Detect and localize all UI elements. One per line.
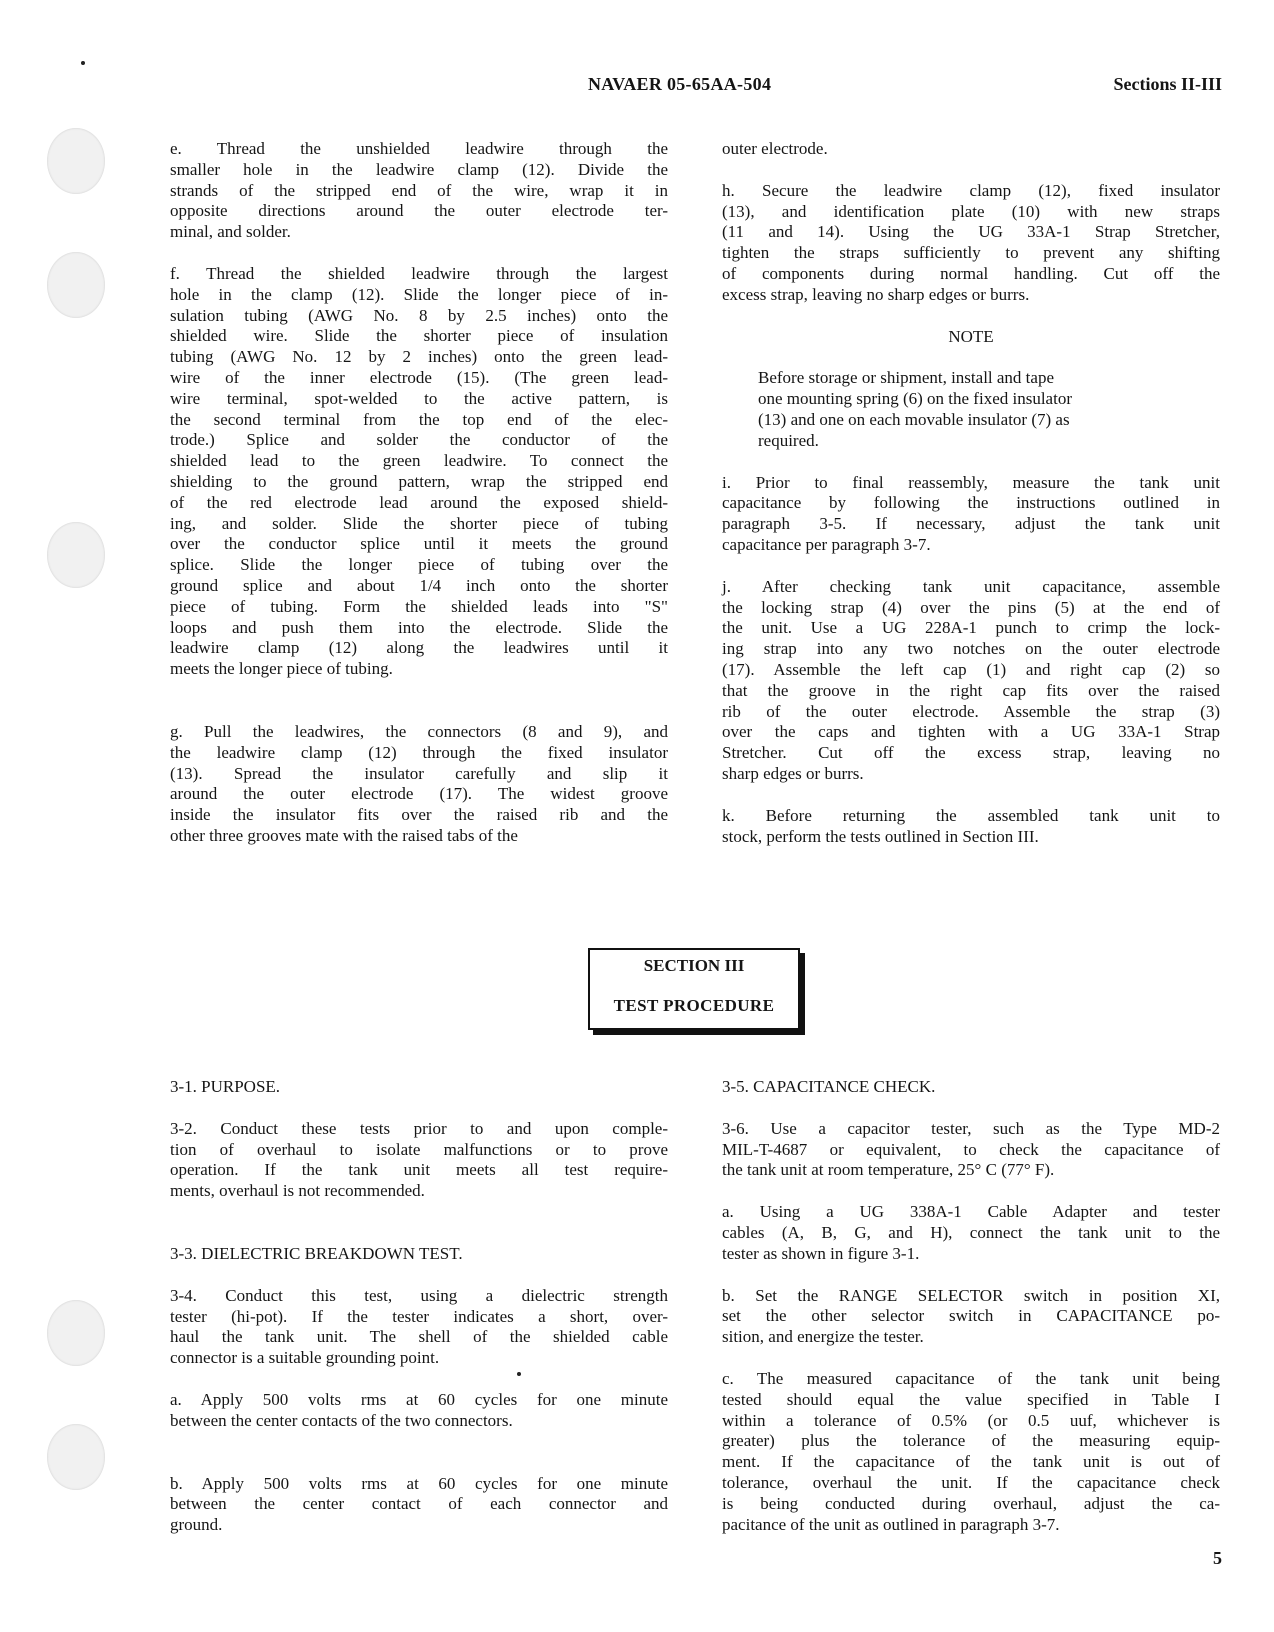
text-line: Stretcher. Cut off the excess strap, leaving no xyxy=(722,743,1220,763)
text-line: connector is a suitable grounding point. xyxy=(170,1348,440,1368)
text-line: hole in the clamp (12). Slide the longer piece of in- xyxy=(170,284,668,304)
text-line: g. Pull the leadwires, the connectors (8 and 9), and xyxy=(170,721,668,741)
text-line: h. Secure the leadwire clamp (12), fixed insulator xyxy=(722,180,1220,200)
left-column-bottom xyxy=(170,1077,668,1536)
text-line: 3-2. Conduct these tests prior to and upon comple- xyxy=(170,1118,668,1138)
text-line: between the center contacts of the two connectors. xyxy=(170,1410,513,1430)
text-line: capacitance per paragraph 3-7. xyxy=(722,534,931,554)
text-line: MIL-T-4687 or equivalent, to check the capacitance of xyxy=(722,1139,1220,1159)
text-line: tested should equal the value specified in Table I xyxy=(722,1389,1220,1409)
text-line: wire terminal, spot-welded to the active pattern, is xyxy=(170,388,668,408)
section-subtitle: TEST PROCEDURE xyxy=(613,996,775,1015)
paragraph-3-4 xyxy=(170,1286,668,1369)
text-line: over the conductor splice until it meets the ground xyxy=(170,534,668,554)
paragraph-3-2 xyxy=(170,1119,668,1202)
paragraph-3-5 xyxy=(722,1077,1220,1098)
paragraph-3-6-b xyxy=(722,1286,1220,1348)
paragraph-j xyxy=(722,577,1220,785)
text-line: paragraph 3-5. If necessary, adjust the tank unit xyxy=(722,514,1220,534)
text-line: rib of the outer electrode. Assemble the strap (3) xyxy=(722,701,1220,721)
text-line: pacitance of the unit as outlined in paragraph 3-7. xyxy=(722,1514,1060,1534)
binder-hole xyxy=(47,1300,105,1366)
text-line: sharp edges or burrs. xyxy=(722,763,864,783)
text-line: shielded lead to the green leadwire. To connect the xyxy=(170,451,668,471)
text-line: k. Before returning the assembled tank unit to xyxy=(722,805,1220,825)
text-line: ing strap into any two notches on the outer electrode xyxy=(722,639,1220,659)
text-line: tubing (AWG No. 12 by 2 inches) onto the green lead- xyxy=(170,347,668,367)
text-line: capacitance by following the instructions outlined in xyxy=(722,493,1220,513)
text-line: 3-3. DIELECTRIC BREAKDOWN TEST. xyxy=(170,1243,463,1263)
text-line: smaller hole in the leadwire clamp (12). Divide the xyxy=(170,159,668,179)
text-line: leadwire clamp (12) along the leadwires until it xyxy=(170,638,668,658)
paragraph-g xyxy=(170,722,668,847)
text-line: cables (A, B, G, and H), connect the tank unit to the xyxy=(722,1222,1220,1242)
paragraph-3-6-a xyxy=(722,1202,1220,1264)
text-line: stock, perform the tests outlined in Section III. xyxy=(722,826,1039,846)
text-line: required. xyxy=(758,430,819,450)
text-line: a. Apply 500 volts rms at 60 cycles for one minute xyxy=(170,1389,668,1409)
paragraph-3-4-a xyxy=(170,1390,668,1432)
text-line: ment. If the capacitance of the tank unit is out of xyxy=(722,1452,1220,1472)
text-line: shielding to the ground pattern, wrap the stripped end xyxy=(170,471,668,491)
text-line: of the red electrode lead around the exposed shield- xyxy=(170,492,668,512)
text-line: the unit. Use a UG 228A-1 punch to crimp the lock- xyxy=(722,618,1220,638)
text-line: ground. xyxy=(170,1515,223,1535)
section-range: Sections II-III xyxy=(1113,74,1222,94)
text-line: tion of overhaul to isolate malfunctions or to prove xyxy=(170,1139,668,1159)
paragraph-f xyxy=(170,264,668,680)
paragraph-3-6-c xyxy=(722,1369,1220,1535)
note-title: NOTE xyxy=(948,326,994,346)
page-number: 5 xyxy=(1213,1548,1222,1568)
speck-mark xyxy=(81,61,85,65)
text-line: strands of the stripped end of the wire, wrap it in xyxy=(170,180,668,200)
text-line: shielded wire. Slide the shorter piece of insulation xyxy=(170,326,668,346)
paragraph-3-6 xyxy=(722,1119,1220,1181)
text-line: operation. If the tank unit meets all test require- xyxy=(170,1160,668,1180)
text-line: haul the tank unit. The shell of the shielded cable xyxy=(170,1327,668,1347)
section-title: SECTION III xyxy=(643,956,745,975)
text-line: 3-6. Use a capacitor tester, such as the Type MD-2 xyxy=(722,1118,1220,1138)
text-line: tester as shown in figure 3-1. xyxy=(722,1243,920,1263)
text-line: one mounting spring (6) on the fixed insulator xyxy=(758,389,1072,409)
paragraph-k xyxy=(722,806,1220,848)
text-line: tester (hi-pot). If the tester indicates a short, over- xyxy=(170,1306,668,1326)
text-line: a. Using a UG 338A-1 Cable Adapter and tester xyxy=(722,1202,1220,1222)
text-line: excess strap, leaving no sharp edges or burrs. xyxy=(722,284,1030,304)
text-line: meets the longer piece of tubing. xyxy=(170,659,393,679)
text-line: c. The measured capacitance of the tank unit being xyxy=(722,1368,1220,1388)
text-line: within a tolerance of 0.5% (or 0.5 uuf, whichever is xyxy=(722,1410,1220,1430)
text-line: ground splice and about 1/4 inch onto the shorter xyxy=(170,575,668,595)
left-column-top xyxy=(170,139,668,847)
document-id: NAVAER 05-65AA-504 xyxy=(588,74,772,94)
text-line: greater) plus the tolerance of the measuring equip- xyxy=(722,1431,1220,1451)
text-line: inside the insulator fits over the raised rib and the xyxy=(170,805,668,825)
paragraph-3-4-b xyxy=(170,1474,668,1536)
text-line: the leadwire clamp (12) through the fixed insulator xyxy=(170,742,668,762)
paragraph-h xyxy=(722,181,1220,306)
text-line: wire of the inner electrode (15). (The green lead- xyxy=(170,367,668,387)
text-line: is being conducted during overhaul, adjust the ca- xyxy=(722,1493,1220,1513)
text-line: opposite directions around the outer electrode ter- xyxy=(170,201,668,221)
binder-hole xyxy=(47,1424,105,1490)
text-line: (11 and 14). Using the UG 33A-1 Strap Stretcher, xyxy=(722,222,1220,242)
text-line: of components during normal handling. Cut off the xyxy=(722,263,1220,283)
paragraph-3-3 xyxy=(170,1244,668,1265)
note-body xyxy=(722,368,1220,451)
text-line: outer electrode. xyxy=(722,139,828,158)
text-line: (13) and one on each movable insulator (7) as xyxy=(758,409,1070,429)
text-line: e. Thread the unshielded leadwire through the xyxy=(170,139,668,158)
text-line: sition, and energize the tester. xyxy=(722,1327,924,1347)
text-line: that the groove in the right cap fits over the raised xyxy=(722,680,1220,700)
text-line: around the outer electrode (17). The widest groove xyxy=(170,784,668,804)
right-column-top xyxy=(722,139,1220,847)
text-line: other three grooves mate with the raised tabs of the xyxy=(170,825,518,845)
text-line: trode.) Splice and solder the conductor of the xyxy=(170,430,668,450)
text-line: 3-5. CAPACITANCE CHECK. xyxy=(722,1077,936,1096)
text-line: tolerance, overhaul the unit. If the capacitance check xyxy=(722,1472,1220,1492)
paragraph-i xyxy=(722,473,1220,556)
section-heading-box xyxy=(588,948,800,1030)
text-line: j. After checking tank unit capacitance, assemble xyxy=(722,576,1220,596)
text-line: the tank unit at room temperature, 25° C (77° F). xyxy=(722,1160,1055,1180)
text-line: loops and push them into the electrode. Slide the xyxy=(170,617,668,637)
text-line: f. Thread the shielded leadwire through the largest xyxy=(170,263,668,283)
binder-hole xyxy=(47,128,105,194)
binder-hole xyxy=(47,252,105,318)
text-line: sulation tubing (AWG No. 8 by 2.5 inches) onto the xyxy=(170,305,668,325)
paragraph-e xyxy=(170,139,668,243)
text-line: Before storage or shipment, install and tape xyxy=(758,368,1054,388)
text-line: 3-4. Conduct this test, using a dielectric strength xyxy=(170,1285,668,1305)
text-line: 3-1. PURPOSE. xyxy=(170,1077,281,1096)
paragraph-g-continued xyxy=(722,139,1220,160)
text-line: (13). Spread the insulator carefully and slip it xyxy=(170,763,668,783)
text-line: piece of tubing. Form the shielded leads into "S" xyxy=(170,596,668,616)
text-line: splice. Slide the longer piece of tubing over the xyxy=(170,555,668,575)
text-line: the second terminal from the top end of the elec- xyxy=(170,409,668,429)
text-line: minal, and solder. xyxy=(170,222,291,242)
text-line: i. Prior to final reassembly, measure the tank unit xyxy=(722,472,1220,492)
text-line: the locking strap (4) over the pins (5) at the end of xyxy=(722,597,1220,617)
text-line: (13), and identification plate (10) with new straps xyxy=(722,201,1220,221)
text-line: (17). Assemble the left cap (1) and right cap (2) so xyxy=(722,659,1220,679)
text-line: b. Set the RANGE SELECTOR switch in position XI, xyxy=(722,1285,1220,1305)
text-line: ing, and solder. Slide the shorter piece of tubing xyxy=(170,513,668,533)
text-line: b. Apply 500 volts rms at 60 cycles for one minute xyxy=(170,1473,668,1493)
text-line: ments, overhaul is not recommended. xyxy=(170,1181,425,1201)
text-line: over the caps and tighten with a UG 33A-1 Strap xyxy=(722,722,1220,742)
paragraph-3-1 xyxy=(170,1077,668,1098)
text-line: between the center contact of each connector and xyxy=(170,1494,668,1514)
binder-hole xyxy=(47,522,105,588)
right-column-bottom xyxy=(722,1077,1220,1535)
text-line: tighten the straps sufficiently to prevent any shifting xyxy=(722,243,1220,263)
text-line: set the other selector switch in CAPACITANCE po- xyxy=(722,1306,1220,1326)
